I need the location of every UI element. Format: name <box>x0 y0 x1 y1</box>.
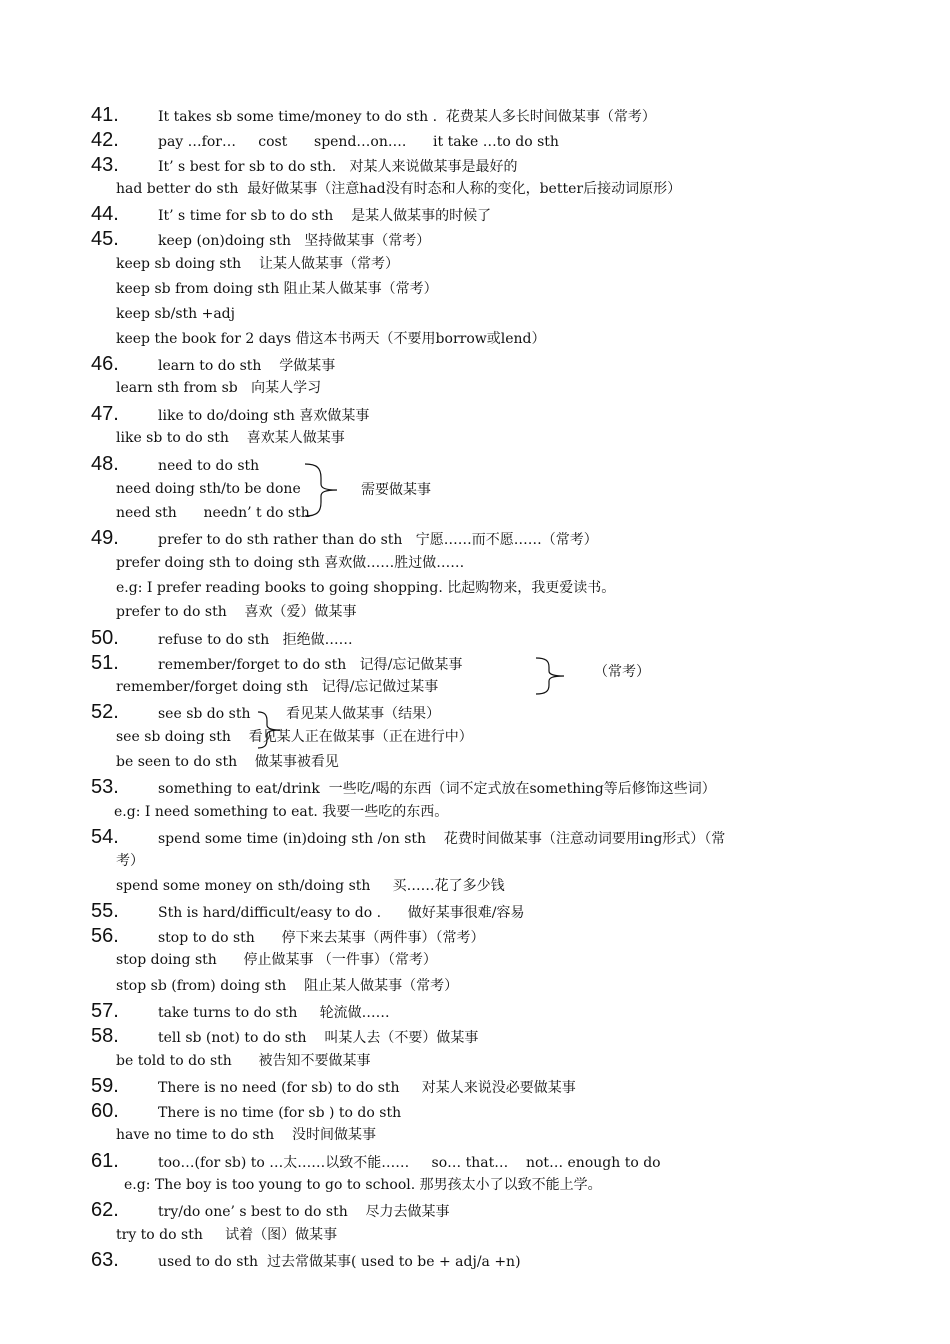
entry-line: something to eat/drink 一些吃/喝的东西（词不定式放在something等后修饰这些词） <box>158 781 716 797</box>
entry-line: Sth is hard/difficult/easy to do . 做好某事很难/容易 <box>158 905 525 921</box>
entry-number: 59. <box>91 1075 119 1097</box>
entry-line: spend some time (in)doing sth /on sth 花费时间做某事（注意动词要用ing形式）（常 <box>158 831 726 847</box>
entry-number: 42. <box>91 129 119 151</box>
entry-line: have no time to do sth 没时间做某事 <box>116 1127 376 1143</box>
entry-line: keep sb from doing sth 阻止某人做某事（常考） <box>116 281 438 297</box>
entry-line: prefer doing sth to doing sth 喜欢做……胜过做…… <box>116 555 465 571</box>
entry-line: stop doing sth 停止做某事 （一件事）（常考） <box>116 952 437 968</box>
brace-label: （常考） <box>594 664 650 680</box>
entry-line: There is no time (for sb ) to do sth <box>158 1105 402 1121</box>
entry-line: tell sb (not) to do sth 叫某人去（不要）做某事 <box>158 1030 479 1046</box>
entry-line: e.g: I prefer reading books to going shopping. 比起购物来，我更爱读书。 <box>116 580 616 596</box>
entry-line: had better do sth 最好做某事（注意had没有时态和人称的变化，better后接动词原形） <box>116 181 682 197</box>
entry-number: 52. <box>91 701 119 723</box>
entry-line: e.g: The boy is too young to go to school. 那男孩太小了以致不能上学。 <box>124 1177 602 1193</box>
entry-number: 45. <box>91 228 119 250</box>
brace-icon <box>256 710 284 750</box>
entry-line: 考） <box>116 853 144 869</box>
entry-line: It takes sb some time/money to do sth . 花费某人多长时间做某事（常考） <box>158 109 656 125</box>
entry-line: keep sb doing sth 让某人做某事（常考） <box>116 256 399 272</box>
entry-line: e.g: I need something to eat. 我要一些吃的东西。 <box>114 804 449 820</box>
entry-line: prefer to do sth rather than do sth 宁愿……而不愿……（常考） <box>158 532 598 548</box>
entry-line: pay …for… cost spend…on…. it take …to do sth <box>158 134 559 150</box>
entry-number: 57. <box>91 1000 119 1022</box>
entry-line: try/do one’ s best to do sth 尽力去做某事 <box>158 1204 450 1220</box>
entry-line: It’ s best for sb to do sth. 对某人来说做某事是最好的 <box>158 159 518 175</box>
entry-line: refuse to do sth 拒绝做…… <box>158 632 353 648</box>
entry-line: see sb doing sth 看见某人正在做某事（正在进行中） <box>116 729 473 745</box>
brace-icon <box>534 656 570 696</box>
entry-number: 58. <box>91 1025 119 1047</box>
entry-number: 43. <box>91 154 119 176</box>
entry-number: 63. <box>91 1249 119 1271</box>
entry-number: 53. <box>91 776 119 798</box>
entry-number: 47. <box>91 403 119 425</box>
entry-line: stop sb (from) doing sth 阻止某人做某事（常考） <box>116 978 459 994</box>
entry-line: It’ s time for sb to do sth 是某人做某事的时候了 <box>158 208 492 224</box>
entry-number: 46. <box>91 353 119 375</box>
entry-number: 50. <box>91 627 119 649</box>
brace-icon <box>303 462 343 518</box>
entry-number: 61. <box>91 1150 119 1172</box>
entry-line: remember/forget to do sth 记得/忘记做某事 <box>158 657 463 673</box>
entry-line: need doing sth/to be done <box>116 481 301 497</box>
entry-line: learn to do sth 学做某事 <box>158 358 336 374</box>
entry-line: like sb to do sth 喜欢某人做某事 <box>116 430 345 446</box>
entry-line: try to do sth 试着（图）做某事 <box>116 1227 338 1243</box>
entry-line: be seen to do sth 做某事被看见 <box>116 754 339 770</box>
entry-line: see sb do sth 看见某人做某事（结果） <box>158 706 441 722</box>
entry-line: keep sb/sth +adj <box>116 306 235 322</box>
entry-line: spend some money on sth/doing sth 买……花了多少钱 <box>116 878 505 894</box>
entry-line: need sth needn’ t do sth <box>116 505 310 521</box>
entry-number: 41. <box>91 104 119 126</box>
entry-line: prefer to do sth 喜欢（爱）做某事 <box>116 604 357 620</box>
entry-line: take turns to do sth 轮流做…… <box>158 1005 390 1021</box>
entry-line: need to do sth <box>158 458 260 474</box>
entry-number: 54. <box>91 826 119 848</box>
entry-number: 55. <box>91 900 119 922</box>
entry-number: 60. <box>91 1100 119 1122</box>
entry-line: keep the book for 2 days 借这本书两天（不要用borrow或lend） <box>116 331 546 347</box>
entry-line: like to do/doing sth 喜欢做某事 <box>158 408 370 424</box>
entry-number: 51. <box>91 652 119 674</box>
entry-line: There is no need (for sb) to do sth 对某人来说没必要做某事 <box>158 1080 576 1096</box>
entry-line: used to do sth 过去常做某事( used to be + adj/a +n) <box>158 1254 521 1270</box>
entry-line: be told to do sth 被告知不要做某事 <box>116 1053 371 1069</box>
entry-line: too…(for sb) to …太……以致不能…… so… that… not… enough to do <box>158 1155 661 1171</box>
entry-line: learn sth from sb 向某人学习 <box>116 380 322 396</box>
entry-number: 49. <box>91 527 119 549</box>
entry-number: 62. <box>91 1199 119 1221</box>
entry-line: remember/forget doing sth 记得/忘记做过某事 <box>116 679 439 695</box>
entry-line: stop to do sth 停下来去某事（两件事）（常考） <box>158 930 485 946</box>
entry-number: 56. <box>91 925 119 947</box>
entry-number: 48. <box>91 453 119 475</box>
entry-number: 44. <box>91 203 119 225</box>
entry-line: keep (on)doing sth 坚持做某事（常考） <box>158 233 431 249</box>
brace-label: 需要做某事 <box>361 482 431 498</box>
